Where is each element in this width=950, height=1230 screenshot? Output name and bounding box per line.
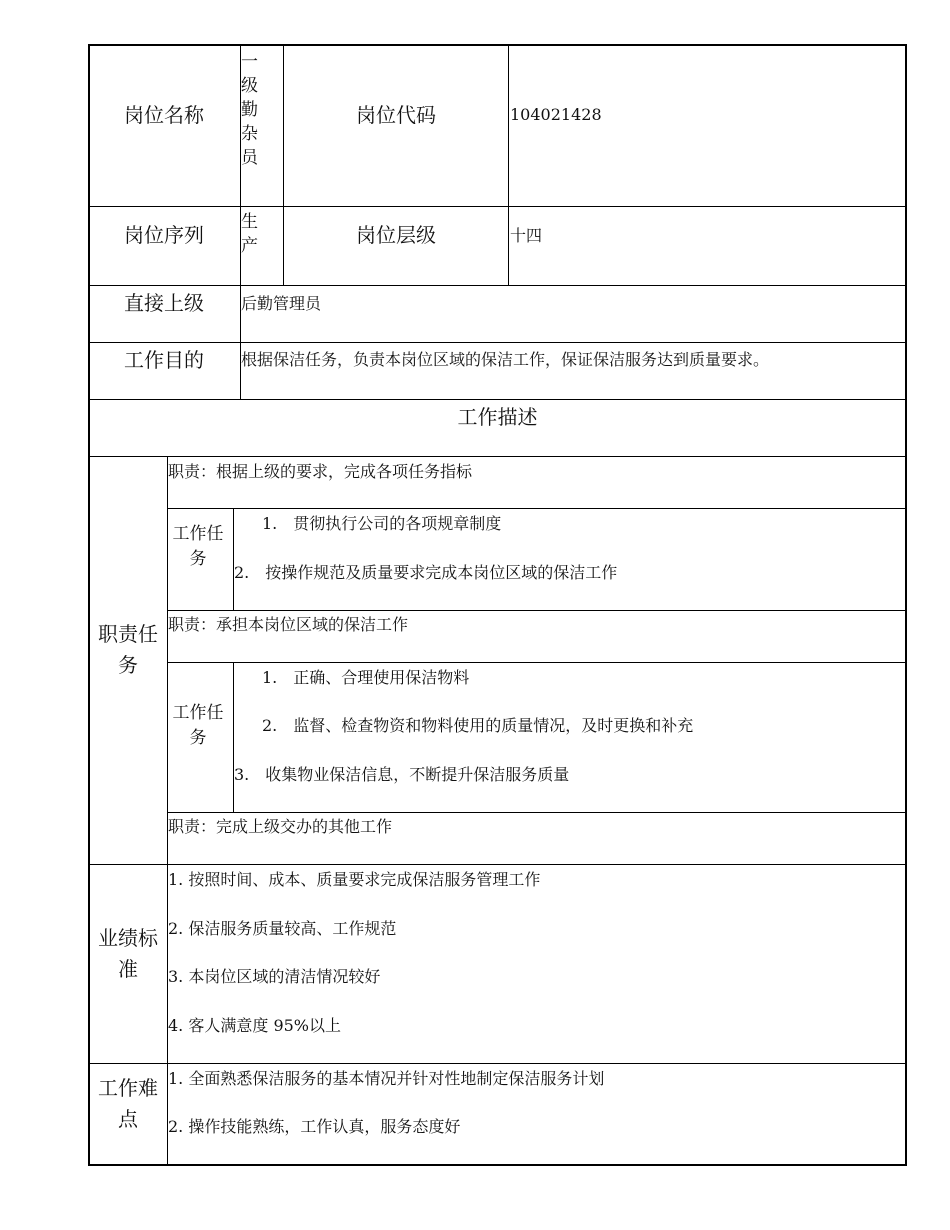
performance-item-2: 2. 保洁服务质量较高、工作规范 bbox=[168, 919, 397, 938]
difficulties-label: 工作难点 bbox=[98, 1076, 158, 1131]
post-level-label: 岗位层级 bbox=[356, 223, 436, 247]
section-title: 工作描述 bbox=[457, 405, 538, 429]
duty-1-task-2: 2. 按操作规范及质量要求完成本岗位区域的保洁工作 bbox=[234, 563, 618, 582]
difficulty-item-1: 1. 全面熟悉保洁服务的基本情况并针对性地制定保洁服务计划 bbox=[168, 1069, 605, 1088]
performance-item-4: 4. 客人满意度 95%以上 bbox=[168, 1016, 342, 1035]
row-divider bbox=[88, 456, 907, 457]
row-divider bbox=[167, 508, 907, 509]
row-divider bbox=[88, 206, 907, 207]
post-name-value: 一级勤杂员 bbox=[241, 52, 258, 168]
performance-item-1: 1. 按照时间、成本、质量要求完成保洁服务管理工作 bbox=[168, 870, 541, 889]
row-divider bbox=[167, 662, 907, 663]
supervisor-value: 后勤管理员 bbox=[241, 294, 322, 313]
performance-label: 业绩标准 bbox=[98, 926, 158, 981]
row-divider bbox=[88, 864, 907, 865]
post-code-value: 104021428 bbox=[510, 105, 602, 124]
row-divider bbox=[167, 610, 907, 611]
col-divider bbox=[233, 662, 234, 812]
duty-2-task-3: 3. 收集物业保洁信息，不断提升保洁服务质量 bbox=[234, 765, 570, 784]
task-label-2: 工作任务 bbox=[172, 703, 224, 748]
task-label-1: 工作任务 bbox=[172, 524, 224, 569]
row-divider bbox=[167, 812, 907, 813]
duty-2-task-1: 1. 正确、合理使用保洁物料 bbox=[262, 668, 470, 687]
row-divider bbox=[88, 285, 907, 286]
col-divider bbox=[233, 508, 234, 610]
duty-2-task-2: 2. 监督、检查物资和物料使用的质量情况，及时更换和补充 bbox=[262, 716, 694, 735]
post-level-value: 十四 bbox=[510, 226, 543, 245]
performance-item-3: 3. 本岗位区域的清洁情况较好 bbox=[168, 967, 381, 986]
duty-1-task-1: 1. 贯彻执行公司的各项规章制度 bbox=[262, 514, 502, 533]
supervisor-label: 直接上级 bbox=[124, 291, 204, 315]
post-name-label: 岗位名称 bbox=[124, 103, 204, 127]
duty-3: 职责：完成上级交办的其他工作 bbox=[168, 817, 393, 836]
post-series-value: 生产 bbox=[241, 212, 258, 256]
col-divider bbox=[508, 44, 509, 285]
purpose-label: 工作目的 bbox=[124, 348, 204, 372]
duty-1: 职责：根据上级的要求，完成各项任务指标 bbox=[168, 462, 473, 481]
purpose-value: 根据保洁任务，负责本岗位区域的保洁工作，保证保洁服务达到质量要求。 bbox=[241, 350, 770, 369]
duty-2: 职责：承担本岗位区域的保洁工作 bbox=[168, 615, 409, 634]
post-code-label: 岗位代码 bbox=[356, 103, 436, 127]
post-series-label: 岗位序列 bbox=[124, 223, 204, 247]
difficulty-item-2: 2. 操作技能熟练，工作认真，服务态度好 bbox=[168, 1117, 461, 1136]
duties-label: 职责任务 bbox=[98, 622, 158, 677]
table-frame bbox=[88, 44, 907, 1166]
row-divider bbox=[88, 1063, 907, 1064]
row-divider bbox=[88, 342, 907, 343]
row-divider bbox=[88, 399, 907, 400]
